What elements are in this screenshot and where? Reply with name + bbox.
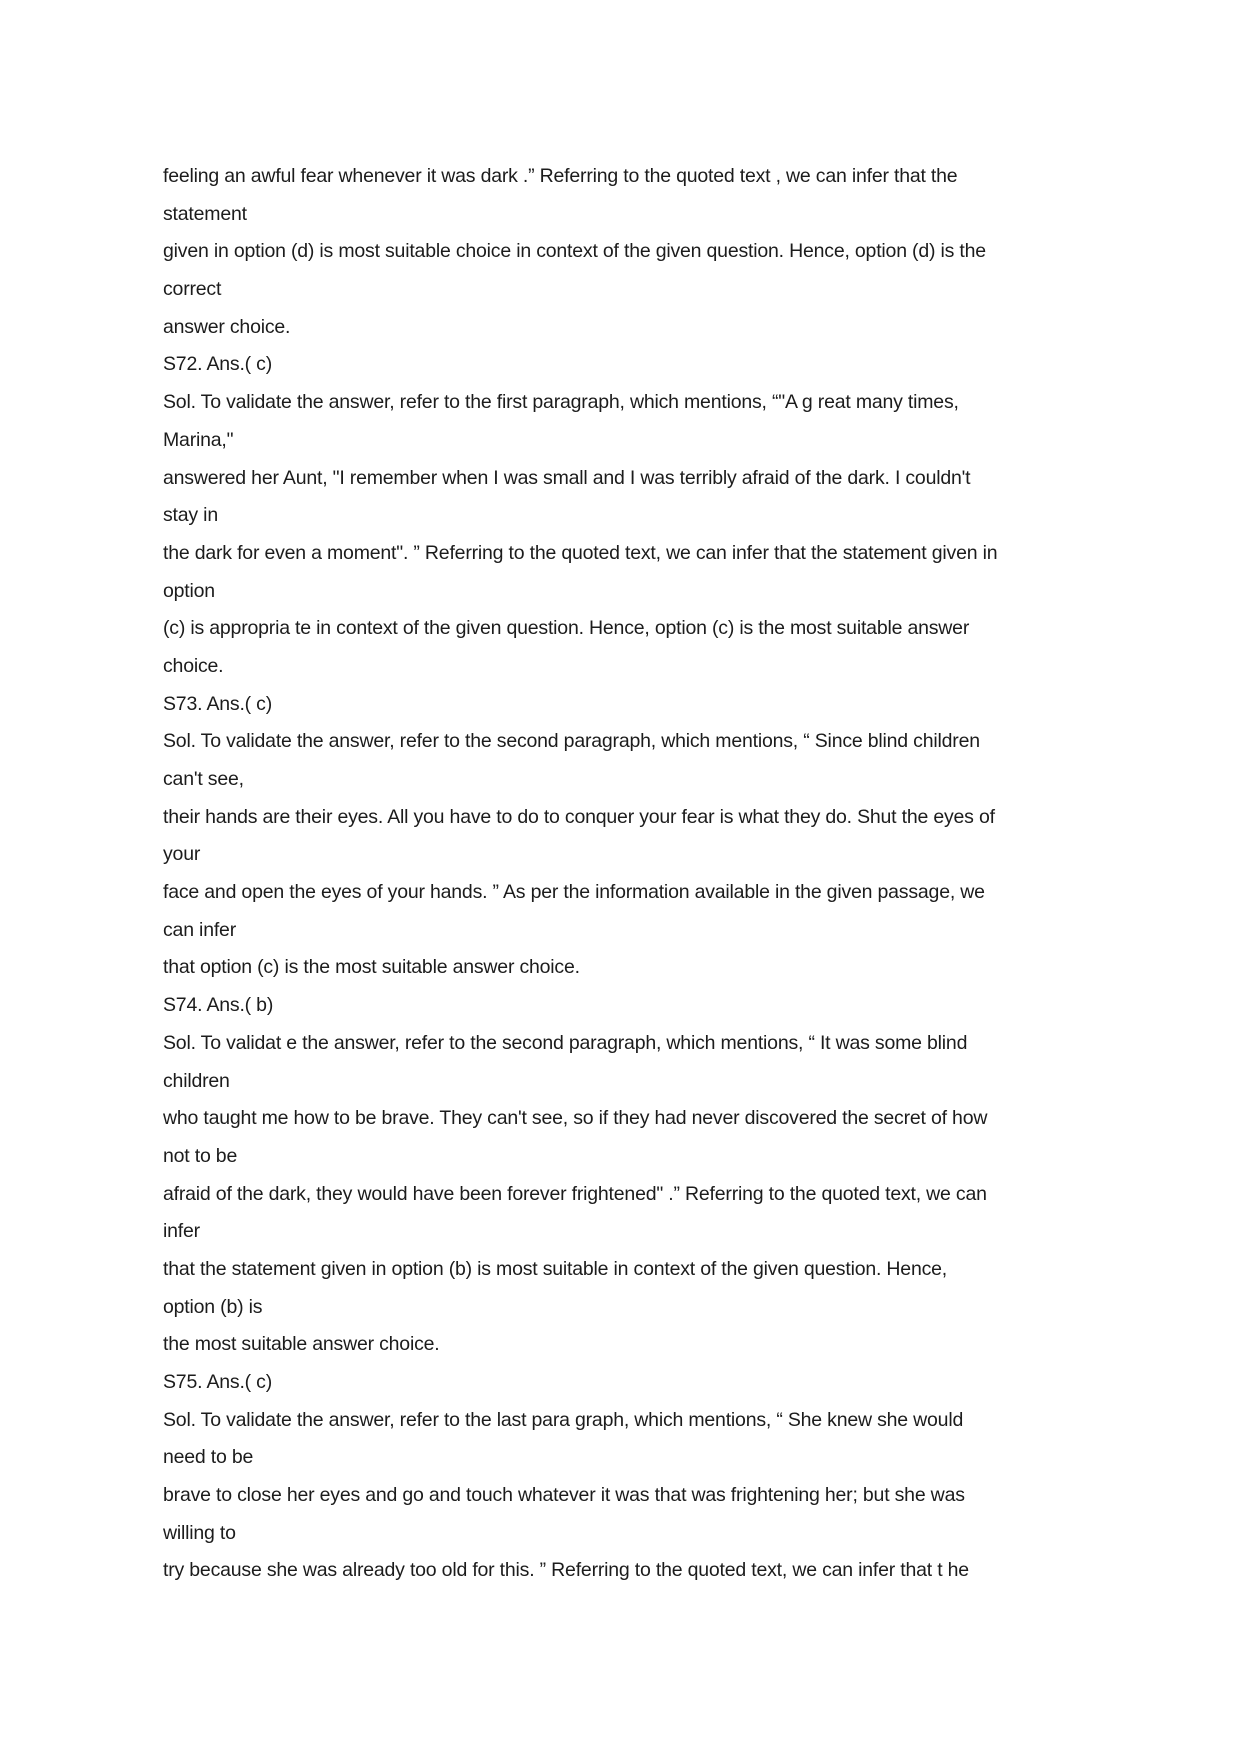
text-line: answer choice.: [163, 315, 291, 338]
text-line: not to be: [163, 1144, 238, 1167]
text-line: Sol. To validate the answer, refer to the last para graph, which mentions, “ She knew she would: [163, 1408, 964, 1431]
text-line: statement: [163, 202, 247, 225]
text-line: the most suitable answer choice.: [163, 1333, 440, 1356]
text-line: the dark for even a moment". ” Referring to the quoted text, we can infer that the statement given in: [163, 541, 998, 564]
document-body: [163, 158, 1083, 1590]
text-line: afraid of the dark, they would have been forever frightened" .” Referring to the quoted text, we can: [163, 1182, 987, 1205]
text-line: S74. Ans.( b): [163, 994, 274, 1017]
text-line: (c) is appropria te in context of the given question. Hence, option (c) is the most suitable answer: [163, 617, 970, 640]
text-line: feeling an awful fear whenever it was dark .” Referring to the quoted text , we can infer that the: [163, 165, 958, 187]
text-line: S73. Ans.( c): [163, 692, 273, 715]
text-line: stay in: [163, 504, 218, 527]
text-line: choice.: [163, 654, 224, 677]
text-line: can't see,: [163, 768, 244, 790]
text-line: that the statement given in option (b) is most suitable in context of the given question. Hence,: [163, 1257, 948, 1280]
text-line: need to be: [163, 1446, 254, 1469]
text-line: Sol. To validat e the answer, refer to the second paragraph, which mentions, “ It was some blind: [163, 1031, 968, 1054]
text-line: S72. Ans.( c): [163, 353, 273, 376]
text-line: Marina,": [163, 428, 234, 451]
text-line: correct: [163, 278, 222, 301]
text-line: willing to: [163, 1521, 236, 1544]
text-line: Sol. To validate the answer, refer to the second paragraph, which mentions, “ Since blind children: [163, 730, 980, 753]
text-line: their hands are their eyes. All you have to do to conquer your fear is what they do. Shut the eyes of: [163, 805, 995, 828]
text-line: try because she was already too old for this. ” Referring to the quoted text, we can infer that t he: [163, 1559, 969, 1582]
text-line: S75. Ans.( c): [163, 1371, 273, 1393]
text-line: who taught me how to be brave. They can't see, so if they had never discovered the secret of how: [163, 1107, 988, 1130]
text-line: answered her Aunt, "I remember when I was small and I was terribly afraid of the dark. I couldn't: [163, 466, 971, 489]
text-line: brave to close her eyes and go and touch whatever it was that was frightening her; but she was: [163, 1484, 965, 1507]
text-line: option: [163, 579, 215, 602]
text-line: that option (c) is the most suitable answer choice.: [163, 956, 580, 979]
text-line: can infer: [163, 918, 236, 941]
text-line: children: [163, 1069, 230, 1092]
text-line: face and open the eyes of your hands. ” As per the information available in the given passage, we: [163, 881, 985, 904]
text-line: given in option (d) is most suitable choice in context of the given question. Hence, option (d) is the: [163, 240, 986, 263]
text-line: your: [163, 843, 201, 866]
text-line: Sol. To validate the answer, refer to the first paragraph, which mentions, “"A g reat many times,: [163, 391, 959, 414]
text-line: infer: [163, 1220, 200, 1243]
text-line: option (b) is: [163, 1295, 263, 1318]
